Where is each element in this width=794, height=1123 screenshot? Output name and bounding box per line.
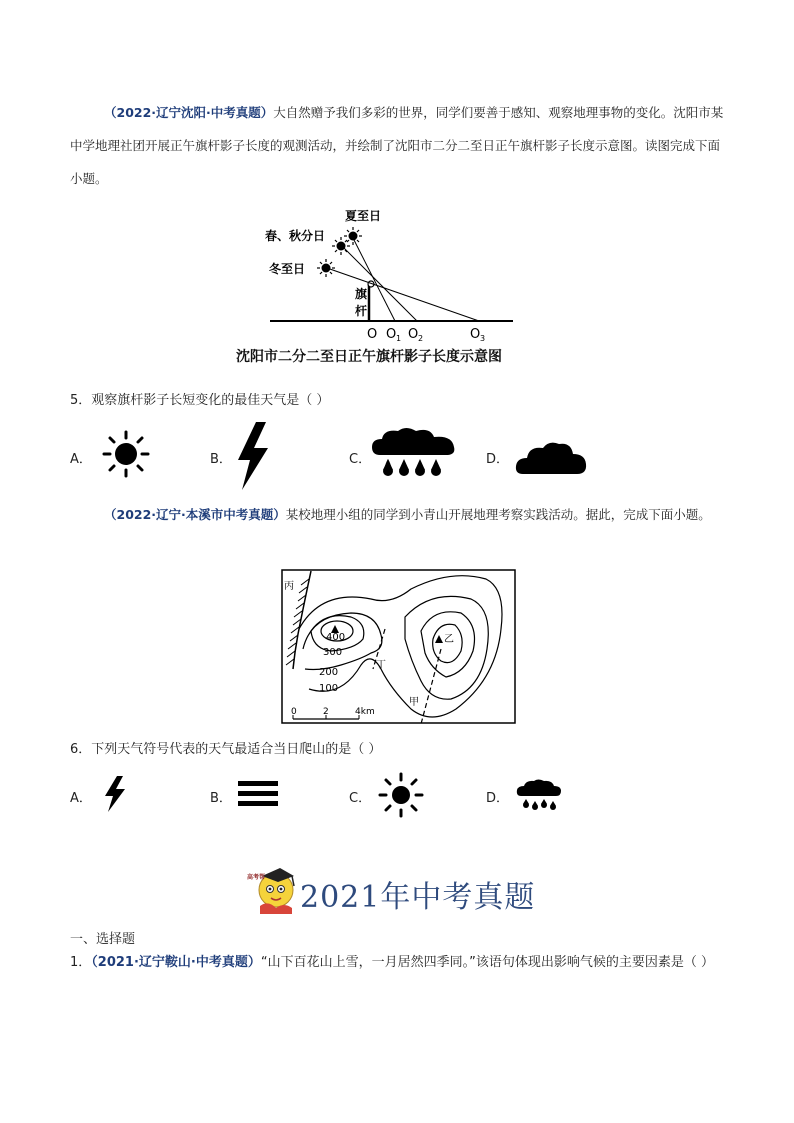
q2021-1-text: “山下百花山上雪，一月居然四季同。”该语句体现出影响气候的主要因素是（ ） (260, 955, 714, 970)
q5-option-c[interactable]: C． (349, 452, 372, 467)
q6-option-b[interactable]: B． (210, 791, 232, 806)
point-o1: O (386, 327, 397, 342)
q6-option-c[interactable]: C． (349, 791, 372, 806)
point-o2: O (408, 327, 419, 342)
equinox-ray (342, 246, 417, 321)
thunder-icon (102, 775, 128, 813)
point-o3: O (470, 327, 481, 342)
winter-label: 冬至日 (269, 262, 306, 276)
scale-4km: 4km (355, 707, 375, 717)
sun-icon (100, 428, 152, 480)
winter-sun-icon (317, 259, 335, 277)
point-o: O (367, 327, 378, 342)
label-ding: 丁 (376, 660, 386, 671)
label-jia: 甲 (409, 697, 419, 708)
label-yi: 乙 (444, 634, 454, 645)
q5-option-d[interactable]: D． (486, 452, 510, 467)
pole-label-1: 旗 (355, 287, 368, 301)
summer-sun-icon (344, 227, 362, 245)
contour-200: 200 (319, 667, 339, 678)
q5-option-b[interactable]: B． (210, 452, 232, 467)
heavy-rain-icon (370, 425, 458, 483)
contour-map (281, 569, 517, 725)
label-bing: 丙 (284, 581, 294, 592)
q6-text: 6．下列天气符号代表的天气最适合当日爬山的是（ ） (70, 742, 382, 757)
q6-source: （2022·辽宁·本溪市中考真题） (104, 507, 286, 522)
section-subtitle: 一、选择题 (70, 932, 136, 947)
contour-100: 100 (319, 683, 339, 694)
winter-ray (327, 268, 479, 321)
fog-icon (238, 780, 278, 808)
equinox-label: 春、秋分日 (265, 229, 326, 243)
diagram1-caption: 沈阳市二分二至日正午旗杆影子长度示意图 (236, 349, 502, 365)
scale-0: 0 (291, 707, 297, 717)
flagpole-shadow-diagram (255, 205, 525, 345)
point-o1-sub: 1 (396, 334, 402, 343)
contour-400: 400 (326, 632, 346, 643)
q5-intro-paragraph (70, 96, 730, 195)
point-o2-sub: 2 (418, 334, 424, 343)
mascot-badge-text: 高考帮 (247, 874, 266, 881)
q6-option-a[interactable]: A． (70, 791, 92, 806)
q6-intro-text: 某校地理小组的同学到小青山开展地理考察实践活动。据此，完成下面小题。 (285, 507, 711, 522)
overcast-icon (515, 438, 587, 476)
q2021-1-source: （2021·辽宁鞍山·中考真题） (91, 955, 261, 970)
contour-300: 300 (323, 647, 343, 658)
q5-intro-text: 大自然赠予我们多彩的世界，同学们要善于感知、观察地理事物的变化。沈阳市某中学地理社团开展正午旗杆影子长度的观测活动，并绘制了沈阳市二分二至日正午旗杆影子长度示意图。读图完成下面小题。 (70, 105, 724, 186)
q5-text: 5．观察旗杆影子长短变化的最佳天气是（ ） (70, 393, 330, 408)
scale-2: 2 (323, 707, 329, 717)
sunny-icon (378, 772, 424, 818)
q6-option-d[interactable]: D． (486, 791, 510, 806)
lightning-icon (232, 420, 274, 492)
q6-intro-paragraph (70, 498, 730, 531)
mascot-logo-icon (246, 862, 298, 914)
point-o3-sub: 3 (480, 334, 486, 343)
summer-label: 夏至日 (345, 209, 382, 223)
rain-icon (516, 778, 562, 812)
pole-label-2: 杆 (355, 304, 368, 318)
q2021-1-number: 1． (70, 955, 92, 970)
section-2021-title: 2021年中考真题 (300, 880, 536, 915)
q5-option-a[interactable]: A． (70, 452, 92, 467)
q2021-1 (70, 951, 730, 974)
q5-source: （2022·辽宁沈阳·中考真题） (104, 105, 274, 120)
equinox-sun-icon (332, 237, 350, 255)
